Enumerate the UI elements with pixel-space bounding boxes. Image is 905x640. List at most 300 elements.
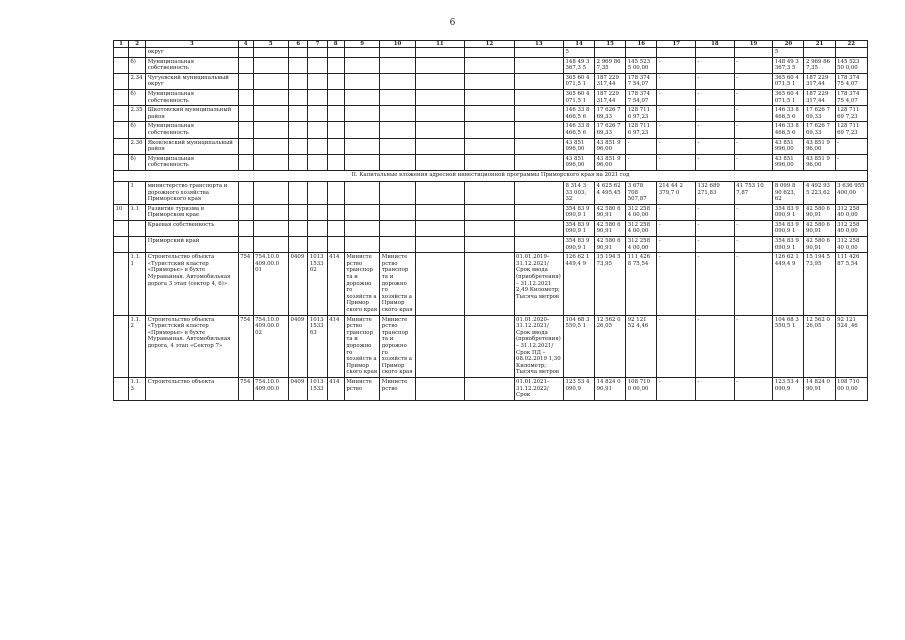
table-cell	[327, 122, 344, 138]
table-cell: 1.1. 2	[129, 315, 146, 377]
table-cell: 1.1. 3	[129, 377, 146, 400]
table-cell: -	[657, 204, 696, 220]
table-cell	[734, 48, 773, 58]
table-cell: 12 562 0 26,05	[804, 315, 835, 377]
table-cell: 178 374 75 4,07	[835, 89, 867, 105]
table-cell	[289, 220, 308, 236]
table-cell	[514, 181, 563, 204]
table-cell: 9	[344, 41, 379, 48]
table-cell	[344, 89, 379, 105]
table-cell	[238, 154, 253, 170]
table-cell: 42 580 6 90,91	[804, 220, 835, 236]
table-cell: Министе рство транспор та и дорожно го хозяйств а Примор ского края	[380, 253, 415, 315]
table-cell: 111 426 87 5,54	[835, 253, 867, 315]
table-cell	[289, 106, 308, 122]
table-cell: Министе рство транспор та и дорожно го хозяйств а Примор ского края	[380, 315, 415, 377]
table-row	[114, 154, 868, 170]
table-cell	[289, 204, 308, 220]
table-cell	[308, 181, 327, 204]
table-cell: 43 851 9 96,00	[595, 138, 626, 154]
table-row	[114, 48, 868, 58]
table-cell: -	[734, 122, 773, 138]
table-cell: 1013 1533 62	[308, 253, 327, 315]
table-cell: 10	[380, 41, 415, 48]
table-cell: 365 60 4 071,5 1	[563, 89, 594, 105]
table-cell	[327, 154, 344, 170]
table-cell: 354 83 9 090,9 1	[563, 237, 594, 253]
table-cell: -	[734, 138, 773, 154]
table-cell: 5	[563, 48, 594, 58]
table-cell: 148 49 3 367,3 5	[773, 57, 804, 73]
table-cell: округ	[146, 48, 238, 58]
table-cell: -	[696, 89, 735, 105]
table-cell	[415, 237, 464, 253]
table-cell: 19	[734, 41, 773, 48]
table-cell: 14	[563, 41, 594, 48]
table-cell: 414	[327, 253, 344, 315]
table-cell	[380, 237, 415, 253]
table-cell: 0409	[289, 377, 308, 400]
table-cell: 123 53 4 090,9	[773, 377, 804, 400]
table-cell	[327, 181, 344, 204]
table-row	[114, 106, 868, 122]
table-cell	[415, 154, 464, 170]
table-cell: -	[657, 315, 696, 377]
table-cell: -	[696, 73, 735, 89]
table-cell: 146 33 8 466,5 6	[773, 122, 804, 138]
table-cell	[308, 154, 327, 170]
table-cell	[114, 57, 129, 73]
table-cell: -	[696, 377, 735, 400]
table-cell: 17 626 7 69,33	[804, 106, 835, 122]
table-cell	[238, 181, 253, 204]
table-cell	[514, 73, 563, 89]
table-cell	[657, 48, 696, 58]
table-cell: Муниципальная собственность	[146, 154, 238, 170]
table-cell: 42 580 6 90,91	[804, 237, 835, 253]
table-cell: 414	[327, 315, 344, 377]
table-cell	[327, 73, 344, 89]
table-cell	[114, 315, 129, 377]
table-cell	[415, 89, 464, 105]
table-cell: Строительство объекта «Туристский кластер «Приморье» в бухте Муравьиная. Автомобильная дорога, 4 этап «Сектор 7»	[146, 315, 238, 377]
table-cell	[114, 89, 129, 105]
table-cell	[380, 73, 415, 89]
table-cell: 214 44 2 379,7 0	[657, 181, 696, 204]
table-cell: -	[835, 138, 867, 154]
table-cell	[253, 220, 288, 236]
table-cell	[465, 138, 514, 154]
table-cell	[344, 204, 379, 220]
table-cell: -	[696, 204, 735, 220]
table-cell	[344, 220, 379, 236]
table-cell	[415, 181, 464, 204]
table-cell	[465, 89, 514, 105]
table-cell: 15 194 5 73,95	[595, 253, 626, 315]
table-cell: б)	[129, 89, 146, 105]
table-cell	[415, 57, 464, 73]
table-cell: 312 258 4 00,00	[626, 237, 657, 253]
table-cell: 365 60 4 071,5 1	[773, 73, 804, 89]
table-cell	[465, 73, 514, 89]
table-row	[114, 122, 868, 138]
table-cell: 312 258 4 00,00	[626, 220, 657, 236]
table-cell: 12 562 0 26,05	[595, 315, 626, 377]
table-cell: 2.35	[129, 106, 146, 122]
table-cell	[253, 57, 288, 73]
table-cell: 1013 1533 63	[308, 315, 327, 377]
table-cell	[253, 48, 288, 58]
table-cell	[238, 138, 253, 154]
table-cell	[514, 204, 563, 220]
table-cell: 1.1	[129, 204, 146, 220]
table-cell: 7	[308, 41, 327, 48]
table-cell	[327, 237, 344, 253]
table-cell	[415, 253, 464, 315]
table-cell: 312 258 40 0,00	[835, 204, 867, 220]
table-row	[114, 57, 868, 73]
table-cell	[344, 122, 379, 138]
table-cell: -	[734, 106, 773, 122]
table-cell	[114, 73, 129, 89]
table-cell	[380, 122, 415, 138]
table-cell: 126 62 1 449,4 9	[773, 253, 804, 315]
table-cell: 01.01.2019– 31.12.2021/ Срок ввода (приобретения) – 31.12.2021 2,49 Километр; Тысяча метров	[514, 253, 563, 315]
table-cell: Приморский край	[146, 237, 238, 253]
table-cell	[595, 48, 626, 58]
table-cell: 8 099 8 90 623, 62	[773, 181, 804, 204]
table-cell	[114, 181, 129, 204]
table-cell: б)	[129, 154, 146, 170]
table-cell	[380, 138, 415, 154]
table-cell: 187 229 317,44	[804, 89, 835, 105]
table-cell: 146 33 8 466,5 6	[773, 106, 804, 122]
table-cell: Шкотовский муниципальный район	[146, 106, 238, 122]
table-cell: 312 258 40 0,00	[835, 220, 867, 236]
table-cell	[626, 48, 657, 58]
table-cell: 354 83 9 090,9 1	[773, 237, 804, 253]
table-cell	[238, 57, 253, 73]
table-cell	[465, 204, 514, 220]
table-cell: 21	[804, 41, 835, 48]
table-cell: 42 580 6 90,91	[595, 204, 626, 220]
table-cell	[253, 154, 288, 170]
table-cell	[129, 237, 146, 253]
table-cell: -	[696, 122, 735, 138]
table-cell: 8	[327, 41, 344, 48]
table-cell: Яковлевский муниципальный район	[146, 138, 238, 154]
table-cell: Развитие туризма в Приморском крае	[146, 204, 238, 220]
table-cell: 3	[146, 41, 238, 48]
table-cell: 0409	[289, 315, 308, 377]
table-cell: 42 580 6 90,91	[595, 220, 626, 236]
table-cell: 42 580 6 90,91	[595, 237, 626, 253]
table-cell: 2.34	[129, 73, 146, 89]
table-cell: -	[657, 122, 696, 138]
table-cell	[380, 220, 415, 236]
table-cell: -	[734, 154, 773, 170]
table-cell	[514, 237, 563, 253]
table-cell	[253, 204, 288, 220]
table-cell: 146 33 8 466,5 6	[563, 122, 594, 138]
table-cell	[238, 122, 253, 138]
table-cell: -	[626, 138, 657, 154]
table-cell	[114, 122, 129, 138]
table-cell: Чугуевский муниципальный округ	[146, 73, 238, 89]
table-cell: 1013 1533	[308, 377, 327, 400]
table-row	[114, 315, 868, 377]
table-cell: 92 121 524 ,46	[835, 315, 867, 377]
column-header-row	[114, 41, 868, 48]
table-cell	[344, 73, 379, 89]
table-cell: -	[734, 377, 773, 400]
table-cell	[415, 204, 464, 220]
table-row	[114, 73, 868, 89]
table-row	[114, 220, 868, 236]
table-cell: -	[734, 237, 773, 253]
table-cell: -	[696, 237, 735, 253]
table-row	[114, 89, 868, 105]
table-cell: 11	[415, 41, 464, 48]
table-cell: 14 824 0 90,91	[804, 377, 835, 400]
table-cell: 22	[835, 41, 867, 48]
table-cell	[289, 237, 308, 253]
table-cell	[308, 73, 327, 89]
table-cell: 13	[514, 41, 563, 48]
table-cell	[308, 237, 327, 253]
table-cell: министерство транспорта и дорожного хозяйства Приморского края	[146, 181, 238, 204]
table-cell	[380, 48, 415, 58]
table-cell: 128 711 6 97,23	[626, 122, 657, 138]
table-cell: -	[734, 204, 773, 220]
table-cell: 312 258 40 0,00	[835, 237, 867, 253]
table-cell	[465, 154, 514, 170]
table-cell: -	[696, 253, 735, 315]
table-cell: 16	[626, 41, 657, 48]
table-cell	[465, 122, 514, 138]
table-cell: 365 60 4 071,5 1	[773, 89, 804, 105]
table-cell: -	[734, 220, 773, 236]
table-cell: 01.01.2020– 31.12.2021/ Срок ввода (приобретения) – 31.12.2021/ Срок ПД – 08.02.2019 1,30 Километр; Тысяча метров	[514, 315, 563, 377]
table-cell	[253, 106, 288, 122]
table-row	[114, 138, 868, 154]
table-cell: -	[734, 253, 773, 315]
table-cell: 104 68 3 550,5 1	[563, 315, 594, 377]
table-cell	[129, 220, 146, 236]
table-cell	[514, 122, 563, 138]
table-cell: Министе рство	[344, 377, 379, 400]
table-cell	[514, 154, 563, 170]
table-cell	[327, 89, 344, 105]
table-cell: 17 626 7 69,33	[595, 106, 626, 122]
table-cell	[253, 181, 288, 204]
table-cell	[114, 48, 129, 58]
table-cell: 43 851 996,00	[773, 138, 804, 154]
table-cell	[289, 57, 308, 73]
table-cell	[465, 237, 514, 253]
table-cell	[308, 122, 327, 138]
table-cell: 754.10.0 409.00.0 02	[253, 315, 288, 377]
table-cell	[114, 220, 129, 236]
table-cell: 2 969 86 7,35	[595, 57, 626, 73]
table-cell: -	[696, 315, 735, 377]
table-cell	[344, 154, 379, 170]
table-cell	[415, 73, 464, 89]
table-row	[114, 237, 868, 253]
table-cell	[327, 204, 344, 220]
table-cell: 42 580 6 90,91	[804, 204, 835, 220]
page-number: 6	[449, 18, 456, 28]
table-cell	[253, 89, 288, 105]
table-cell	[380, 89, 415, 105]
table-cell: -	[657, 73, 696, 89]
table-cell: 148 49 3 367,3 5	[563, 57, 594, 73]
table-cell	[308, 89, 327, 105]
table-cell	[465, 220, 514, 236]
table-cell: 128 711 69 7,23	[835, 122, 867, 138]
table-cell	[289, 89, 308, 105]
table-cell	[415, 122, 464, 138]
table-cell	[514, 57, 563, 73]
table-cell: 187 229 317,44	[595, 73, 626, 89]
table-cell	[415, 106, 464, 122]
table-cell: 3 636 955 400,00	[835, 181, 867, 204]
table-row	[114, 253, 868, 315]
table-cell: -	[734, 73, 773, 89]
table-cell: Муниципальная собственность	[146, 57, 238, 73]
table-cell: -	[657, 237, 696, 253]
table-cell	[289, 154, 308, 170]
table-cell: 187 229 317,44	[595, 89, 626, 105]
table-cell: 111 426 8 75,54	[626, 253, 657, 315]
table-cell: 5	[253, 41, 288, 48]
table-cell: -	[657, 138, 696, 154]
table-cell: 43 851 9 96,00	[804, 154, 835, 170]
table-row	[114, 204, 868, 220]
table-cell	[835, 48, 867, 58]
table-cell	[289, 138, 308, 154]
table-cell	[238, 106, 253, 122]
table-cell	[114, 253, 129, 315]
table-cell	[253, 237, 288, 253]
table-cell: -	[835, 154, 867, 170]
table-cell: -	[657, 253, 696, 315]
table-cell: 126 62 1 449,4 9	[563, 253, 594, 315]
table-cell	[308, 204, 327, 220]
table-cell	[238, 48, 253, 58]
table-cell: Министе рство транспор та и дорожно го хозяйств а Примор ского края	[344, 253, 379, 315]
table-cell: -	[696, 220, 735, 236]
table-cell	[415, 138, 464, 154]
table-cell: 354 83 9 090,9 1	[563, 204, 594, 220]
table-cell	[415, 377, 464, 400]
table-cell	[253, 138, 288, 154]
section-row	[114, 170, 868, 181]
table-cell	[327, 138, 344, 154]
table-cell: -	[734, 315, 773, 377]
table-cell: Муниципальная собственность	[146, 89, 238, 105]
table-cell: 128 711 69 7,23	[835, 106, 867, 122]
table-cell	[289, 73, 308, 89]
table-cell: 4	[238, 41, 253, 48]
table-cell: 187 229 317,44	[804, 73, 835, 89]
table-cell: -	[696, 154, 735, 170]
table-cell: 2.36	[129, 138, 146, 154]
table-cell: 132 689 271,83	[696, 181, 735, 204]
table-cell: 17	[657, 41, 696, 48]
table-cell	[415, 220, 464, 236]
table-cell: -	[696, 138, 735, 154]
table-cell: 0409	[289, 253, 308, 315]
table-cell	[380, 57, 415, 73]
table-cell	[380, 181, 415, 204]
table-cell: 123 53 4 090,9	[563, 377, 594, 400]
table-cell	[514, 89, 563, 105]
table-cell: 15 194 5 73,95	[804, 253, 835, 315]
table-cell: 14 824 0 90,91	[595, 377, 626, 400]
table-cell: -	[657, 377, 696, 400]
table-cell	[308, 57, 327, 73]
table-cell	[465, 315, 514, 377]
table-cell: 1	[129, 181, 146, 204]
table-cell: 312 258 4 00,00	[626, 204, 657, 220]
table-cell: Министе рство	[380, 377, 415, 400]
table-cell	[380, 154, 415, 170]
table-cell: -	[626, 154, 657, 170]
table-cell: -	[734, 89, 773, 105]
table-cell	[327, 106, 344, 122]
table-cell: 145 523 50 0,00	[835, 57, 867, 73]
table-cell: 2 969 86 7,35	[804, 57, 835, 73]
table-cell	[465, 106, 514, 122]
table-cell	[308, 48, 327, 58]
table-cell: -	[657, 106, 696, 122]
table-cell: 4 625 62 4 495,45	[595, 181, 626, 204]
table-cell	[804, 48, 835, 58]
table-cell	[344, 106, 379, 122]
table-cell: б)	[129, 57, 146, 73]
table-cell: 3 678 708 507,87	[626, 181, 657, 204]
table-cell: 145 523 5 00,00	[626, 57, 657, 73]
table-cell	[238, 73, 253, 89]
table-cell: 41 753 10 7,87	[734, 181, 773, 204]
table-cell: -	[657, 154, 696, 170]
table-cell	[114, 377, 129, 400]
table-cell	[238, 89, 253, 105]
table-cell: Краевая собственность	[146, 220, 238, 236]
table-cell: б)	[129, 122, 146, 138]
table-cell: 754.10.0 409.00.0	[253, 377, 288, 400]
table-cell: 43 851 9 96,00	[595, 154, 626, 170]
table-cell: 354 83 9 090,9 1	[773, 204, 804, 220]
table-cell: 10	[114, 204, 129, 220]
table-cell	[114, 106, 129, 122]
table-cell: 43 851 996,00	[563, 138, 594, 154]
table-cell	[327, 48, 344, 58]
table-cell	[514, 106, 563, 122]
table-cell	[344, 181, 379, 204]
table-cell: 178 374 7 54,07	[626, 73, 657, 89]
table-cell: 2	[129, 41, 146, 48]
table-cell: 104 68 3 550,5 1	[773, 315, 804, 377]
table-row	[114, 181, 868, 204]
table-cell	[129, 48, 146, 58]
table-cell: Министе рство транспор та и дорожно го хозяйств а Примор ского края	[344, 315, 379, 377]
table-cell	[253, 73, 288, 89]
table-cell	[238, 237, 253, 253]
table-cell	[465, 181, 514, 204]
table-cell	[289, 48, 308, 58]
